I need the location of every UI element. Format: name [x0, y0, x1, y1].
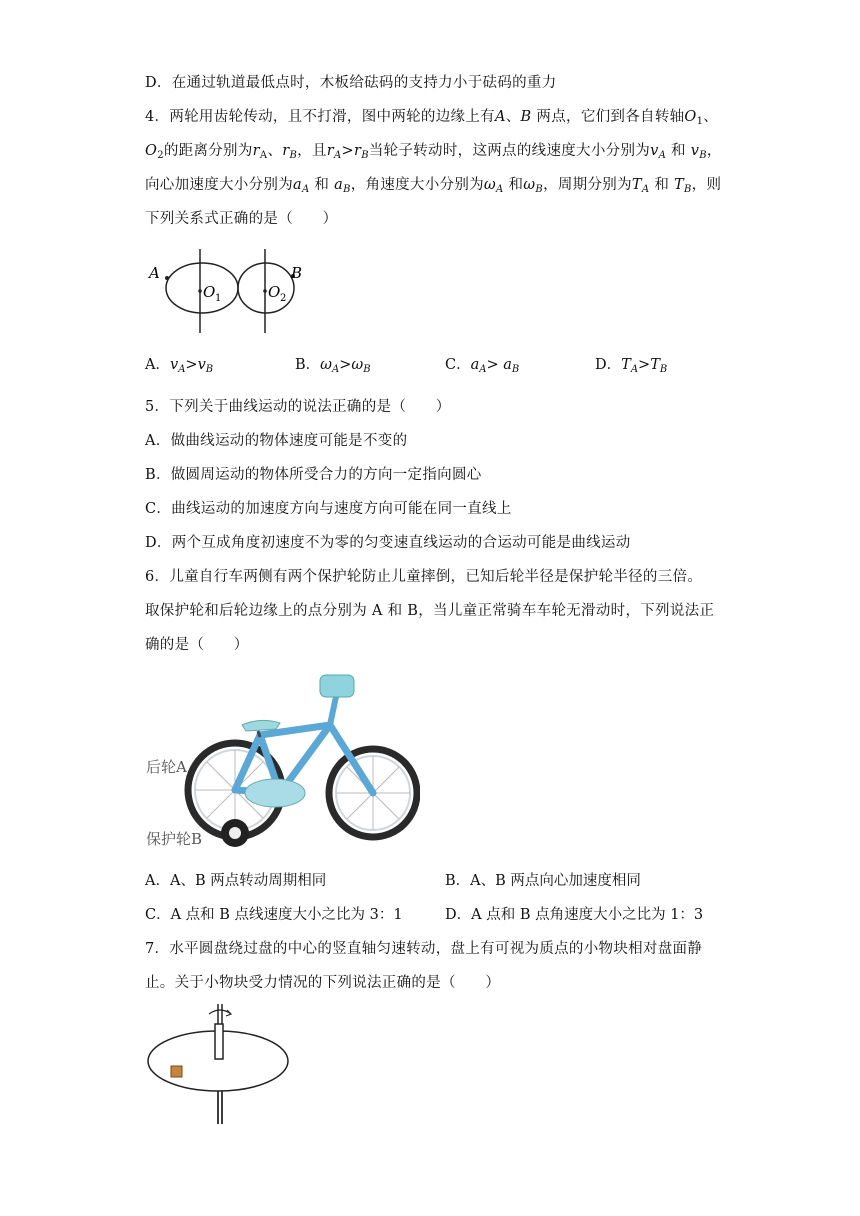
- q6-bicycle-image: [180, 665, 420, 855]
- label-guard-wheel: 保护轮B: [146, 830, 203, 848]
- q7-stem-line1: 7．水平圆盘绕过盘的中心的竖直轴匀速转动，盘上有可视为质点的小物块相对盘面静: [145, 941, 703, 957]
- q6-stem-line2: 取保护轮和后轮边缘上的点分别为 A 和 B，当儿童正常骑车车轮无滑动时，下列说法正: [145, 603, 715, 619]
- label-o2: O: [268, 283, 281, 301]
- q6-option-d[interactable]: D．A 点和 B 点角速度大小之比为 1：3: [445, 907, 704, 923]
- point-a: [165, 276, 169, 280]
- q7-disk-figure: [145, 1004, 295, 1134]
- q4-option-d[interactable]: D．$T_A>T_B$: [595, 357, 668, 375]
- center-o1: [198, 289, 202, 293]
- q4-option-c[interactable]: C．$a_A> a_B$: [445, 357, 520, 375]
- q4-stem-line1: 4．两轮用齿轮传动，且不打滑，图中两轮的边缘上有A、B 两点，它们到各自转轴$O_1$、: [145, 109, 719, 127]
- q4-stem-line3: 向心加速度大小分别为$a_A$ 和 $a_B$，角速度大小分别为$\omega_A$ 和$\omega_B$，周期分别为$T_A$ 和 $T_B$，则: [145, 177, 722, 195]
- q4-stem-line4: 下列关系式正确的是（ ）: [145, 211, 338, 227]
- q4-stem-line2: $O_2$的距离分别为$r_A$、$r_B$，且$r_A>r_B$当轮子转动时，这两点的线速度大小分别为$v_A$ 和 $v_B$，: [145, 143, 722, 161]
- label-b: B: [291, 264, 303, 282]
- q4-gears-figure: [145, 244, 315, 339]
- block-icon: [171, 1066, 182, 1077]
- label-o2-sub: 2: [280, 293, 287, 304]
- q6-option-b[interactable]: B．A、B 两点向心加速度相同: [445, 873, 641, 889]
- q6-stem-line1: 6．儿童自行车两侧有两个保护轮防止儿童摔倒，已知后轮半径是保护轮半径的三倍。: [145, 569, 703, 585]
- q4-option-b[interactable]: B．$\omega_A>\omega_B$: [295, 357, 371, 375]
- q5-option-b[interactable]: B．做圆周运动的物体所受合力的方向一定指向圆心: [145, 467, 482, 483]
- gear-o1: [166, 263, 238, 313]
- q6-option-c[interactable]: C．A 点和 B 点线速度大小之比为 3：1: [145, 907, 403, 923]
- label-rear-wheel: 后轮A: [146, 758, 187, 776]
- q6-stem-line3: 确的是（ ）: [145, 637, 249, 653]
- q3-option-d: D．在通过轨道最低点时，木板给砝码的支持力小于砝码的重力: [145, 75, 557, 91]
- q5-option-c[interactable]: C．曲线运动的加速度方向与速度方向可能在同一直线上: [145, 501, 512, 517]
- label-o1-sub: 1: [215, 293, 222, 304]
- label-o1: O: [203, 283, 216, 301]
- q5-stem: 5．下列关于曲线运动的说法正确的是（ ）: [145, 399, 451, 415]
- label-a: A: [149, 264, 160, 282]
- q7-stem-line2: 止。关于小物块受力情况的下列说法正确的是（ ）: [145, 975, 501, 991]
- q5-option-d[interactable]: D．两个互成角度初速度不为零的匀变速直线运动的合运动可能是曲线运动: [145, 535, 631, 551]
- gear-o2: [238, 263, 294, 313]
- q4-option-a[interactable]: A．$v_A>v_B$: [145, 357, 214, 375]
- q6-option-a[interactable]: A．A、B 两点转动周期相同: [145, 873, 327, 889]
- center-o2: [263, 289, 267, 293]
- q5-option-a[interactable]: A．做曲线运动的物体速度可能是不变的: [145, 433, 408, 449]
